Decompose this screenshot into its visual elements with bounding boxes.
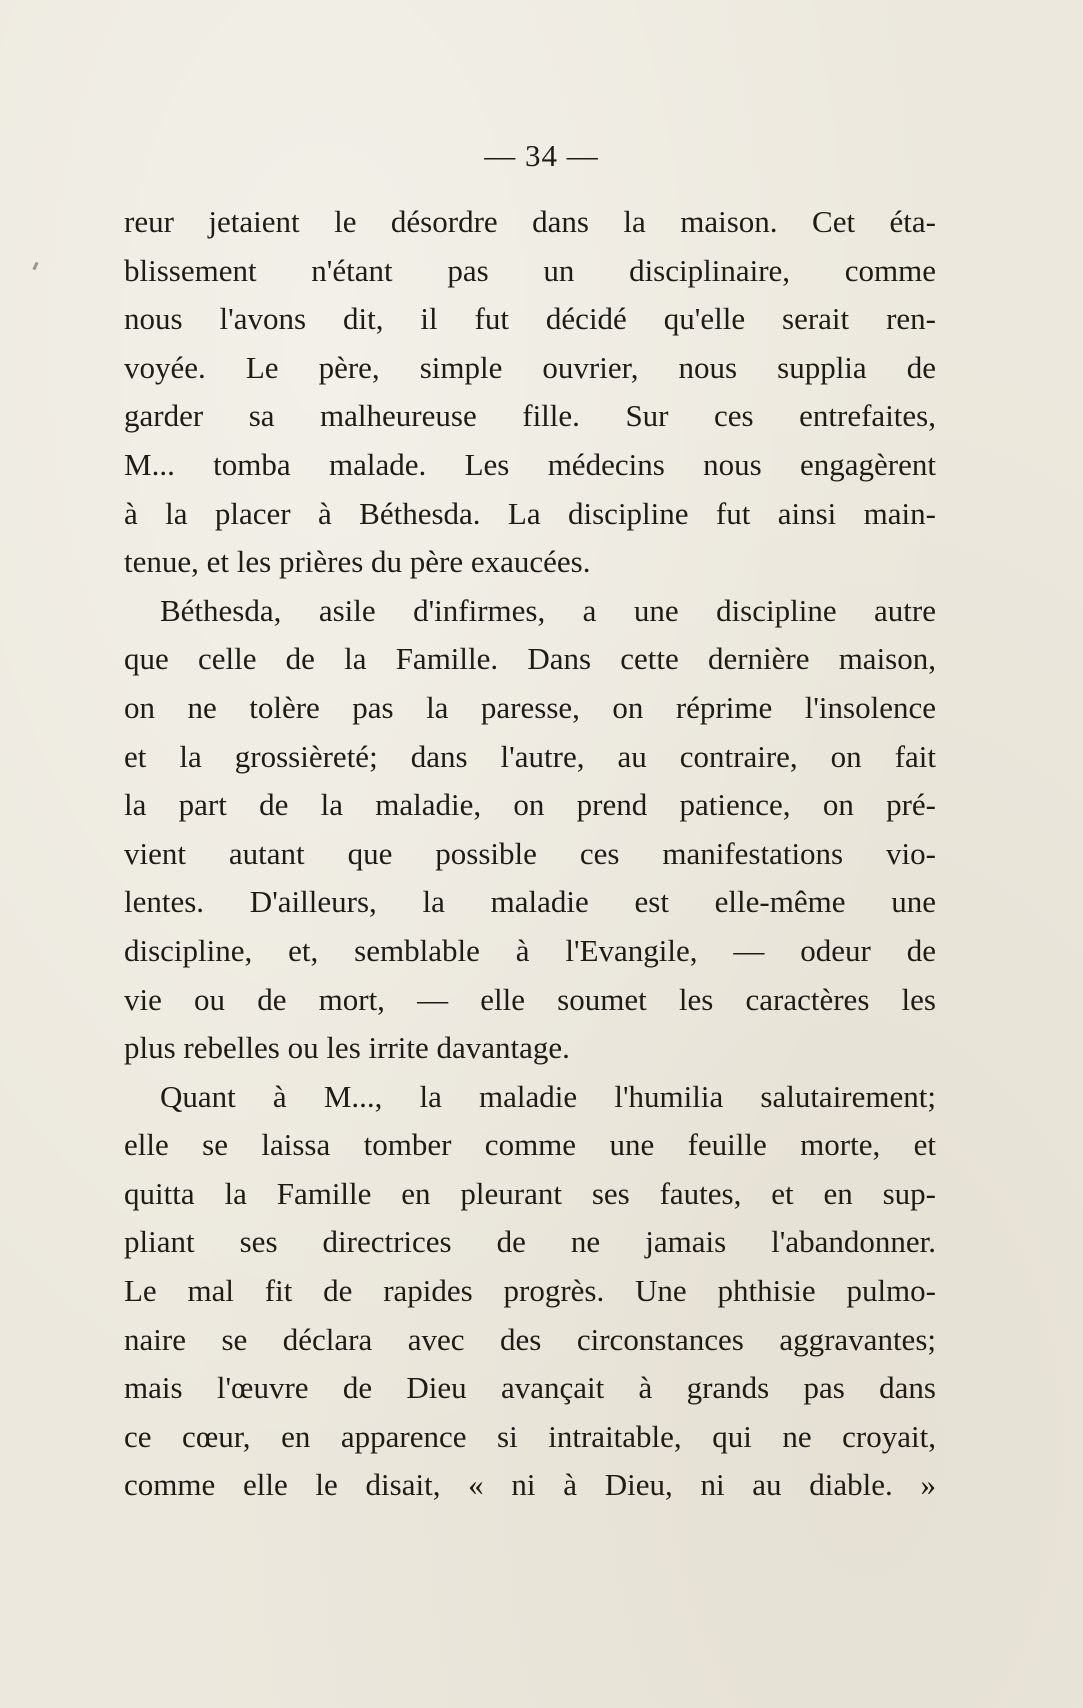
body-text [124,198,936,1510]
text-line: mais l'œuvre de Dieu avançait à grands pas dans [124,1370,936,1406]
text-line: naire se déclara avec des circonstances aggravantes; [124,1321,936,1357]
text-line: on ne tolère pas la paresse, on réprime l'insolence [124,689,936,725]
text-line: voyée. Le père, simple ouvrier, nous supplia de [124,349,936,385]
text-line: nous l'avons dit, il fut décidé qu'elle serait ren- [124,301,936,337]
text-line: et la grossièreté; dans l'autre, au contraire, on fait [124,738,936,774]
text-line: plus rebelles ou les irrite davantage. [124,1030,570,1066]
text-line: reur jetaient le désordre dans la maison. Cet éta- [124,204,936,239]
text-line: lentes. D'ailleurs, la maladie est elle-même une [124,884,936,920]
text-line: tenue, et les prières du père exaucées. [124,544,591,580]
text-line: que celle de la Famille. Dans cette dernière maison, [124,641,936,677]
text-line: Béthesda, asile d'infirmes, a une discipline autre [160,592,936,628]
margin-mark [32,262,38,271]
text-line: pliant ses directrices de ne jamais l'abandonner. [124,1224,936,1260]
text-line: garder sa malheureuse fille. Sur ces entrefaites, [124,398,936,434]
text-line: discipline, et, semblable à l'Evangile, — odeur de [124,932,936,968]
text-line: Quant à M..., la maladie l'humilia salutairement; [160,1078,936,1114]
text-line: comme elle le disait, « ni à Dieu, ni au diable. » [124,1467,936,1503]
text-line: quitta la Famille en pleurant ses fautes, et en sup- [124,1175,936,1211]
text-line: à la placer à Béthesda. La discipline fut ainsi main- [124,495,936,531]
text-line: Le mal fit de rapides progrès. Une phthisie pulmo- [124,1273,936,1309]
page-number: — 34 — [484,138,599,173]
text-line: ce cœur, en apparence si intraitable, qui ne croyait, [124,1418,936,1454]
text-line: vie ou de mort, — elle soumet les caractères les [124,981,936,1017]
text-line: elle se laissa tomber comme une feuille morte, et [124,1127,936,1163]
text-line: M... tomba malade. Les médecins nous engagèrent [124,446,936,482]
text-line: la part de la maladie, on prend patience, on pré- [124,787,936,823]
text-line: blissement n'étant pas un disciplinaire, comme [124,252,936,288]
text-line: vient autant que possible ces manifestations vio- [124,835,936,871]
